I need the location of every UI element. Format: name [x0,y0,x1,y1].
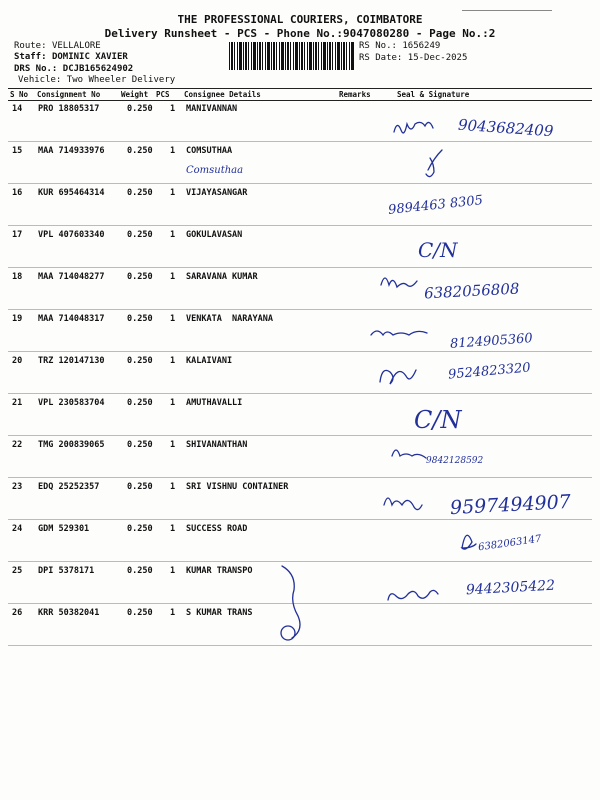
row-divider [8,477,592,478]
staff-value: DOMINIC XAVIER [51,52,128,62]
handwritten-phone: 6382056808 [423,279,520,303]
table-row [0,398,600,440]
rs-date-line [359,53,467,63]
row-consignee: SHIVANANTHAN [186,440,248,450]
table-row [0,146,600,188]
row-weight: 0.250 [127,188,153,198]
row-pcs: 1 [170,272,176,282]
row-consignee: KUMAR TRANSPO [186,566,253,576]
rs-date-value: 15-Dec-2025 [407,53,468,63]
row-weight: 0.250 [127,524,153,534]
col-weight: Weight [121,90,149,99]
row-divider [8,351,592,352]
vehicle-label: Vehicle: [18,75,62,85]
col-remarks: Remarks [339,90,371,99]
row-weight: 0.250 [127,608,153,618]
row-pcs: 1 [170,146,176,156]
company-title: THE PROFESSIONAL COURIERS, COIMBATORE [177,13,423,26]
route-label: Route: [14,41,47,51]
row-pcs: 1 [170,398,176,408]
row-weight: 0.250 [127,482,153,492]
staff-line [14,52,128,62]
row-sno: 25 [12,566,23,576]
row-consignee: SARAVANA KUMAR [186,272,258,282]
row-consignment: GDM 529301 [38,524,90,534]
row-consignment: TRZ 120147130 [38,356,105,366]
row-sno: 24 [12,524,23,534]
row-consignee: GOKULAVASAN [186,230,243,240]
row-pcs: 1 [170,104,176,114]
drs-line [14,64,133,74]
vehicle-line [18,75,175,85]
col-sno: S No [10,90,29,99]
row-consignee: SUCCESS ROAD [186,524,248,534]
row-sno: 22 [12,440,23,450]
row-weight: 0.250 [127,314,153,324]
handwritten-phone: 9442305422 [465,577,556,599]
row-consignment: KRR 50382041 [38,608,100,618]
row-divider [8,519,592,520]
row-pcs: 1 [170,440,176,450]
row-consignee: S KUMAR TRANS [186,608,253,618]
route-line [14,41,101,51]
row-pcs: 1 [170,524,176,534]
table-bottom-rule [8,645,592,646]
handwritten-phone: 9524823320 [447,360,532,383]
row-pcs: 1 [170,314,176,324]
row-sno: 21 [12,398,23,408]
row-weight: 0.250 [127,398,153,408]
row-consignee: VENKATA NARAYANA [186,314,273,324]
row-divider [8,267,592,268]
row-consignment: DPI 5378171 [38,566,95,576]
row-weight: 0.250 [127,146,153,156]
row-sno: 14 [12,104,23,114]
row-consignee: MANIVANNAN [186,104,238,114]
drs-value: DCJB165624902 [62,64,134,74]
row-weight: 0.250 [127,104,153,114]
vehicle-value: Two Wheeler Delivery [66,75,176,85]
row-consignee: AMUTHAVALLI [186,398,243,408]
row-divider [8,435,592,436]
row-consignee: VIJAYASANGAR [186,188,248,198]
drs-label: DRS No.: [14,64,58,74]
col-pcs: PCS [156,90,170,99]
handwritten-phone: 8124905360 [449,331,534,352]
row-sno: 20 [12,356,23,366]
row-divider [8,309,592,310]
row-consignee: COMSUTHAA [186,146,233,156]
rs-no-value: 1656249 [402,41,441,51]
row-divider [8,603,592,604]
row-sno: 26 [12,608,23,618]
row-divider [8,393,592,394]
col-consignment: Consignment No [37,90,101,99]
runsheet-subtitle: Delivery Runsheet - PCS - Phone No.:9047080280 - Page No.:2 [104,27,496,40]
row-weight: 0.250 [127,230,153,240]
row-consignment: MAA 714933976 [38,146,105,156]
row-weight: 0.250 [127,356,153,366]
col-consignee: Consignee Details [184,90,261,99]
row-weight: 0.250 [127,566,153,576]
table-header-rule [8,100,592,101]
handwritten-cn-mark: C/N [414,406,462,434]
row-pcs: 1 [170,356,176,366]
col-seal-signature: Seal & Signature [397,90,470,99]
handwritten-phone: 9894463 8305 [387,193,484,218]
row-consignment: EDQ 25252357 [38,482,100,492]
rs-date-label: RS Date: [359,53,403,63]
route-value: VELLALORE [51,41,101,51]
row-pcs: 1 [170,608,176,618]
row-sno: 17 [12,230,23,240]
row-pcs: 1 [170,566,176,576]
row-consignment: MAA 714048317 [38,314,105,324]
row-pcs: 1 [170,230,176,240]
handwritten-name: Comsuthaa [186,165,244,176]
row-divider [8,183,592,184]
row-weight: 0.250 [127,440,153,450]
row-weight: 0.250 [127,272,153,282]
row-sno: 15 [12,146,23,156]
handwritten-phone: 9842128592 [426,456,484,466]
handwritten-cn-mark: C/N [418,238,458,262]
top-right-rule [462,10,552,11]
staff-label: Staff: [14,52,47,62]
row-consignment: KUR 695464314 [38,188,105,198]
row-divider [8,141,592,142]
row-pcs: 1 [170,482,176,492]
row-consignment: VPL 230583704 [38,398,105,408]
row-consignment: MAA 714048277 [38,272,105,282]
row-sno: 23 [12,482,23,492]
row-sno: 18 [12,272,23,282]
rs-no-line [359,41,440,51]
rs-no-label: RS No.: [359,41,397,51]
row-consignee: SRI VISHNU CONTAINER [186,482,289,492]
row-sno: 16 [12,188,23,198]
table-row [0,188,600,230]
table-row [0,230,600,272]
row-divider [8,561,592,562]
table-row [0,440,600,482]
row-pcs: 1 [170,188,176,198]
row-divider [8,225,592,226]
handwritten-phone: 9597494907 [449,490,572,520]
row-consignment: VPL 407603340 [38,230,105,240]
table-top-rule [8,88,592,89]
row-consignee: KALAIVANI [186,356,233,366]
barcode-image [229,42,354,70]
handwritten-phone: 6382063147 [477,533,543,554]
row-consignment: TMG 200839065 [38,440,105,450]
row-consignment: PRO 18805317 [38,104,100,114]
handwritten-phone: 9043682409 [457,115,554,141]
row-sno: 19 [12,314,23,324]
